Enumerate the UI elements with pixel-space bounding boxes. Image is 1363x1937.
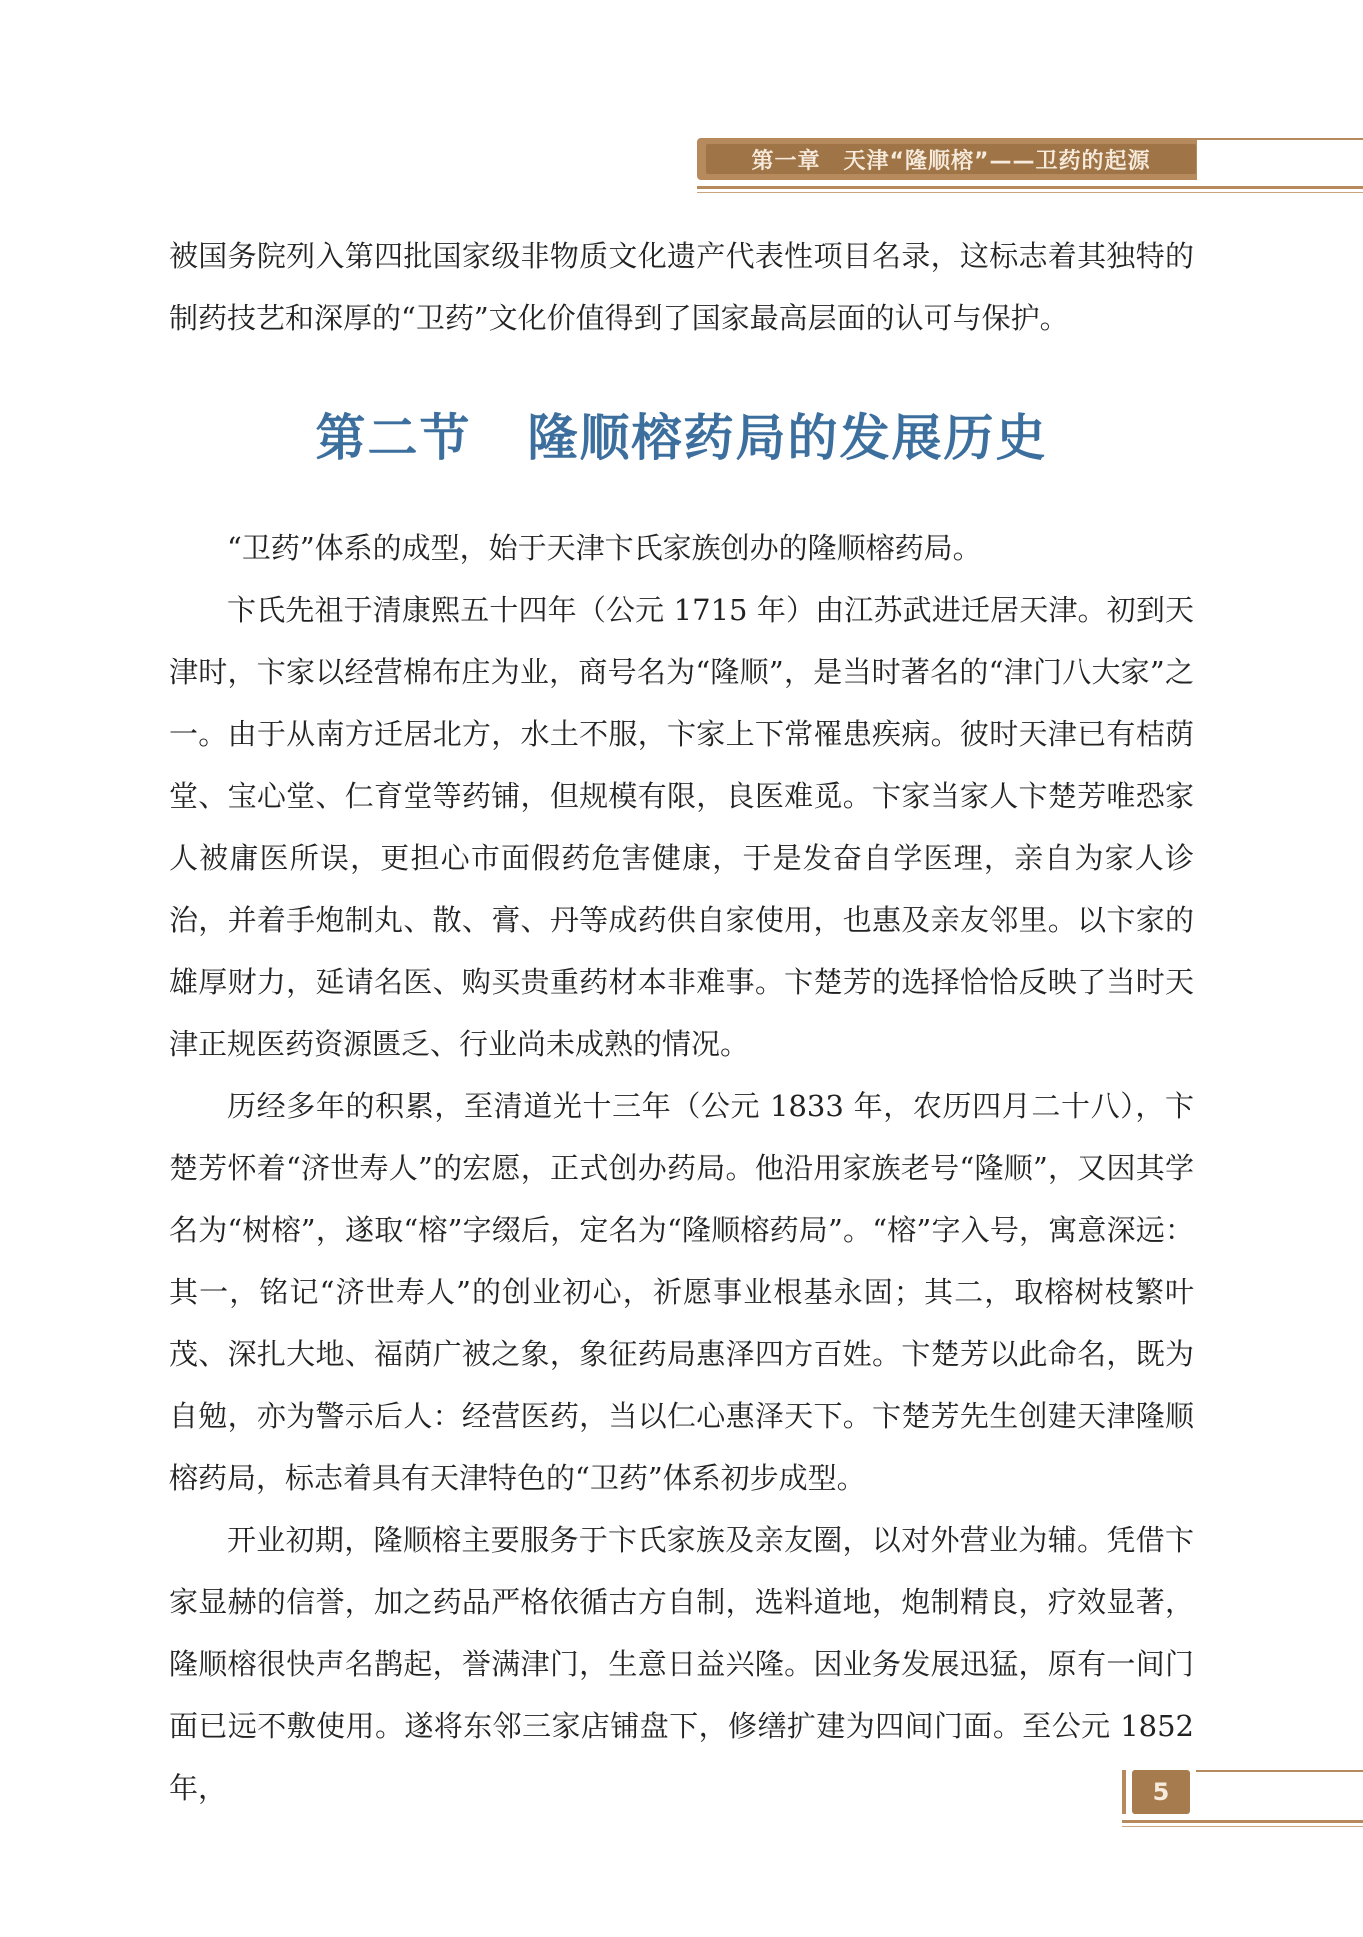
header-rule [697, 186, 1363, 189]
section-title [0, 398, 1363, 470]
footer-rule [1122, 1820, 1363, 1823]
running-header [706, 144, 1196, 174]
page-number-box [1132, 1770, 1190, 1814]
footer-rule [1196, 1770, 1363, 1772]
header-rule [1196, 138, 1363, 140]
header-rule [697, 192, 1363, 193]
page-number: 5 [1152, 1778, 1170, 1806]
section-heading: 隆顺榕药局的发展历史 [527, 408, 1048, 467]
paragraph: 开业初期，隆顺榕主要服务于卞氏家族及亲友圈，以对外营业为辅。凭借卞家显赫的信誉，加之药品严格依循古方自制，选料道地，炮制精良，疗效显著，隆顺榕很快声名鹊起，誉满津门，生意日益兴隆。因业务发展迅猛，原有一间门面已远不敷使用。遂将东邻三家店铺盘下，修缮扩建为四间门面。至公元 1852 年， [169, 1523, 1194, 1805]
paragraph-continuation: 被国务院列入第四批国家级非物质文化遗产代表性项目名录，这标志着其独特的制药技艺和深厚的“卫药”文化价值得到了国家最高层面的认可与保护。 [169, 239, 1194, 335]
section-number: 第二节 [315, 408, 472, 467]
footer-rule [1122, 1770, 1126, 1814]
paragraph: “卫药”体系的成型，始于天津卞氏家族创办的隆顺榕药局。 [227, 531, 982, 565]
running-header-title: 第一章 天津“隆顺榕”——卫药的起源 [751, 148, 1151, 174]
paragraph: 卞氏先祖于清康熙五十四年（公元 1715 年）由江苏武进迁居天津。初到天津时，卞家以经营棉布庄为业，商号名为“隆顺”，是当时著名的“津门八大家”之一。由于从南方迁居北方，水土不服，卞家上下常罹患疾病。彼时天津已有桔荫堂、宝心堂、仁育堂等药铺，但规模有限，良医难觅。卞家当家人卞楚芳唯恐家人被庸医所误，更担心市面假药危害健康，于是发奋自学医理，亲自为家人诊治，并着手炮制丸、散、膏、丹等成药供自家使用，也惠及亲友邻里。以卞家的雄厚财力，延请名医、购买贵重药材本非难事。卞楚芳的选择恰恰反映了当时天津正规医药资源匮乏、行业尚未成熟的情况。 [169, 593, 1194, 1061]
footer-rule [1122, 1826, 1363, 1827]
paragraph: 历经多年的积累，至清道光十三年（公元 1833 年，农历四月二十八），卞楚芳怀着“济世寿人”的宏愿，正式创办药局。他沿用家族老号“隆顺”，又因其学名为“树榕”，遂取“榕”字缀后，定名为“隆顺榕药局”。“榕”字入号，寓意深远：其一，铭记“济世寿人”的创业初心，祈愿事业根基永固；其二，取榕树枝繁叶茂、深扎大地、福荫广被之象，象征药局惠泽四方百姓。卞楚芳以此命名，既为自勉，亦为警示后人：经营医药，当以仁心惠泽天下。卞楚芳先生创建天津隆顺榕药局，标志着具有天津特色的“卫药”体系初步成型。 [169, 1089, 1194, 1495]
